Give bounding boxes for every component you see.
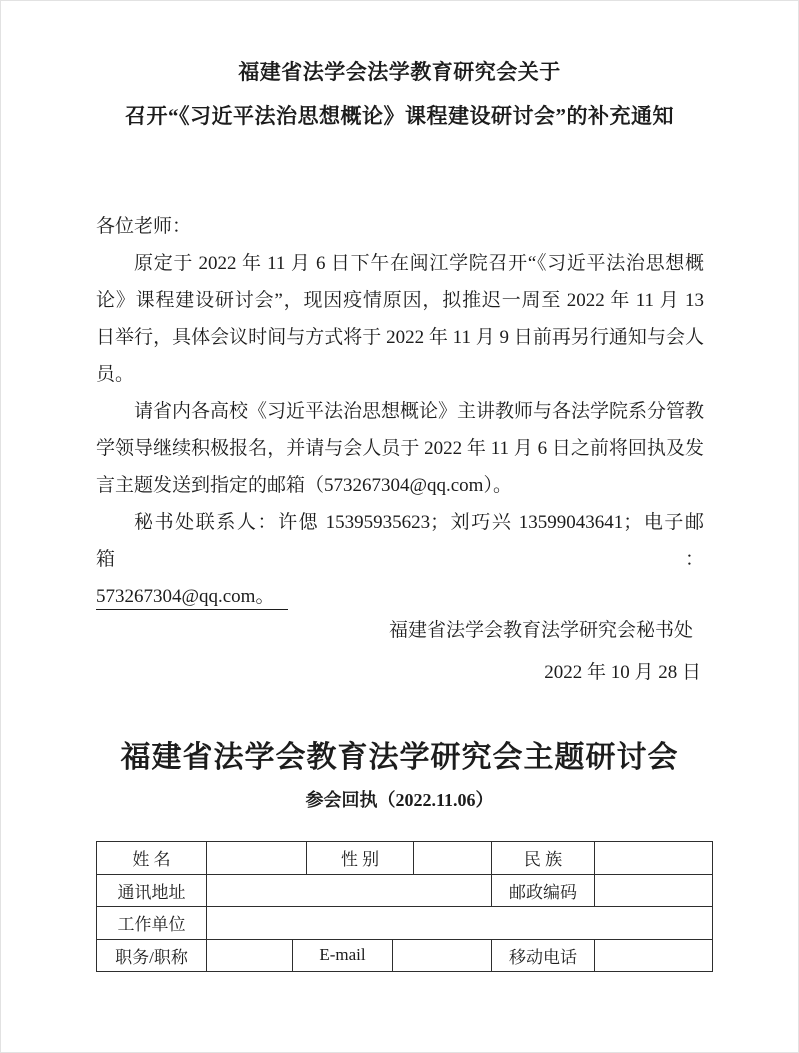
postcode-label-cell: 邮政编码 — [492, 875, 595, 908]
workunit-label-cell: 工作单位 — [97, 907, 207, 940]
position-blank-cell — [207, 940, 293, 973]
notice-body — [96, 208, 704, 615]
notice-title — [0, 50, 799, 138]
signature-date: 2022 年 10 月 28 日 — [544, 662, 701, 683]
paragraph-line: 请省内各高校《习近平法治思想概论》主讲教师与各法学院系分管教 — [134, 401, 705, 422]
ethnicity-label-cell: 民 族 — [492, 842, 595, 875]
email-address: 573267304@qq.com。 — [96, 585, 288, 610]
notice-title-line1: 福建省法学会法学教育研究会关于 — [238, 60, 561, 84]
ethnicity-blank-cell — [595, 842, 713, 875]
name-label-cell: 姓 名 — [97, 842, 207, 875]
email-line — [96, 578, 704, 615]
table-row — [97, 842, 713, 875]
table-row — [97, 940, 713, 973]
address-label-cell: 通讯地址 — [97, 875, 207, 908]
contacts-line: 秘书处联系人：许偲 15395935623；刘巧兴 13599043641；电子邮箱： — [96, 512, 704, 570]
address-blank-cell — [207, 875, 492, 908]
reply-form-table — [96, 841, 713, 972]
notice-title-line2: 召开“《习近平法治思想概论》课程建设研讨会”的补充通知 — [125, 104, 674, 128]
gender-label-cell: 性 别 — [307, 842, 414, 875]
signature-org: 福建省法学会教育法学研究会秘书处 — [388, 620, 693, 641]
paragraph-line: 学领导继续积极报名，并请与会人员于 2022 年 11 月 6 日之前将回执及发 — [96, 438, 704, 459]
position-label-cell: 职务/职称 — [97, 940, 207, 973]
reply-form-subtitle: 参会回执（2022.11.06） — [305, 790, 494, 810]
gender-blank-cell — [414, 842, 492, 875]
salutation: 各位老师： — [96, 216, 192, 237]
table-row — [97, 907, 713, 940]
reply-form-title: 福建省法学会教育法学研究会主题研讨会 — [120, 741, 679, 774]
email-blank-cell — [393, 940, 492, 973]
paragraph-line: 日举行，具体会议时间与方式将于 2022 年 11 月 9 日前再另行通知与会人 — [96, 327, 704, 348]
paragraph-line: 员。 — [96, 364, 135, 385]
paragraph-line: 言主题发送到指定的邮箱（573267304@qq.com）。 — [96, 475, 512, 496]
paragraph-line: 原定于 2022 年 11 月 6 日下午在闽江学院召开“《习近平法治思想概 — [134, 253, 704, 274]
table-row — [97, 875, 713, 908]
email-label-cell: E-mail — [293, 940, 393, 973]
paragraph-line: 论》课程建设研讨会”，现因疫情原因，拟推迟一周至 2022 年 11 月 13 — [96, 290, 704, 311]
mobile-blank-cell — [595, 940, 713, 973]
name-blank-cell — [207, 842, 307, 875]
postcode-blank-cell — [595, 875, 713, 908]
mobile-label-cell: 移动电话 — [492, 940, 595, 973]
workunit-blank-cell — [207, 907, 713, 940]
